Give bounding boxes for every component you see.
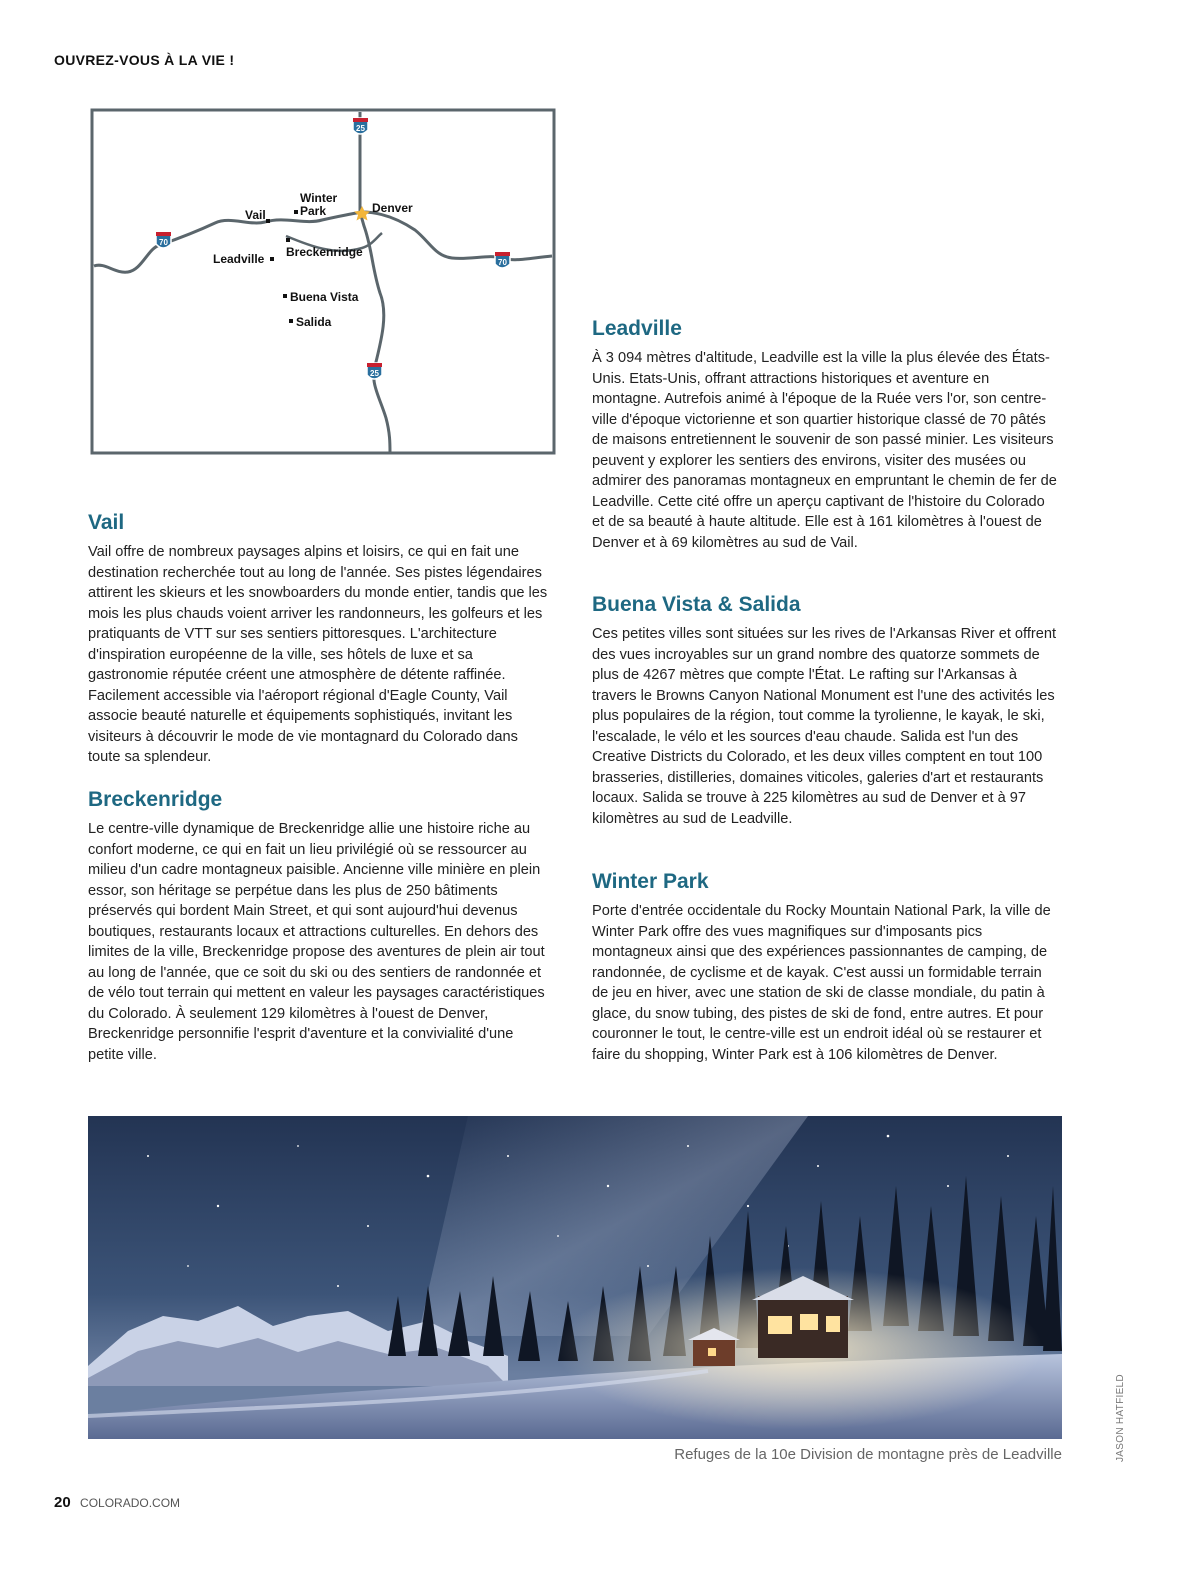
map-label-park: Park [300, 204, 327, 218]
section-body: Porte d'entrée occidentale du Rocky Mountain National Park, la ville de Winter Park offre des vues magnifiques sur d'imposants pics montagneux ainsi que des expériences passionnantes de camping, de randonnée, de cyclisme et de kayak. C'est aussi un formidable terrain de jeu en hiver, avec une station de ski de classe mondiale, du patin à glace, du snow tubing, des pistes de ski de fond, entre autres. Et pour couronner le tout, le centre-ville est un endroit idéal où se restaurer et faire du shopping, Winter Park est à 106 kilomètres de Denver. [592, 903, 1051, 1063]
svg-text:70: 70 [159, 238, 168, 247]
section-body: Ces petites villes sont situées sur les rives de l'Arkansas River et offrent des vues incroyables sur un grand nombre des quatorze sommets de plus de 4267 mètres que compte l'État. Le rafting sur l'Arkansas à travers le Browns Canyon National Monument est l'une des activités les plus populaires de la région, tout comme la tyrolienne, le kayak, le ski, l'escalade, le vélo et les sources d'eau chaude. Salida est l'un des Creative Districts du Colorado, et les deux villes comptent en tout 100 brasseries, distilleries, domaines viticoles, galeries d'art et restaurants locaux. Salida se trouve à 225 kilomètres au sud de Denver et à 97 kilomètres au sud de Leadville. [592, 626, 1057, 827]
section-winter-park [592, 869, 1057, 1065]
page-kicker: OUVREZ-VOUS À LA VIE ! [54, 52, 235, 68]
map-border [92, 110, 554, 453]
highway-shield-70-east [495, 252, 510, 268]
winter-park-marker [294, 210, 298, 214]
section-breckenridge [88, 787, 553, 1065]
section-vail [88, 510, 553, 768]
section-body: À 3 094 mètres d'altitude, Leadville est la ville la plus élevée des États-Unis. Etats-Unis, offrant attractions historiques et aventure en montagne. Autrefois animé à l'époque de la Ruée vers l'or, son centre-ville d'époque victorienne et son quartier historique classé de 70 pâtés de maisons entretiennent le souvenir de son passé minier. Les visiteurs peuvent y explorer les sentiers des environs, visiter des musées ou admirer des panoramas montagneux en empruntant le chemin de fer de Leadville. Cette cité offre un aperçu captivant de l'histoire du Colorado et de sa beauté à haute altitude. Elle est à 161 kilomètres à l'ouest de Denver et à 69 kilomètres au sud de Vail. [592, 350, 1057, 551]
section-title: Breckenridge [88, 788, 223, 811]
highway-shield-25-north [353, 118, 368, 134]
section-leadville [592, 316, 1057, 553]
section-title: Winter Park [592, 870, 709, 893]
map-label-buena-vista: Buena Vista [290, 290, 359, 304]
map-label-vail: Vail [245, 208, 266, 222]
page-footer [54, 1494, 180, 1511]
section-title: Leadville [592, 317, 682, 340]
map-label-breckenridge: Breckenridge [286, 245, 363, 259]
highway-shield-25-south [367, 363, 382, 379]
breckenridge-marker [286, 238, 290, 242]
svg-text:70: 70 [498, 258, 507, 267]
map-label-leadville: Leadville [213, 252, 265, 266]
colorado-map [90, 108, 556, 455]
section-body: Le centre-ville dynamique de Breckenridge allie une histoire riche au confort moderne, ce qui en fait un lieu privilégié où se ressourcer au milieu d'un cadre montagneux paisible. Ancienne ville minière en plein essor, son héritage se perpétue dans les plus de 250 bâtiments préservés qui bordent Main Street, et qui sont aujourd'hui devenus boutiques, restaurants locaux et attractions culturelles. En dehors des limites de la ville, Breckenridge propose des aventures de plein air tout au long de l'année, que ce soit du ski ou des sentiers de randonnée et de vélo tout terrain qui mettent en valeur les paysages caractéristiques du Colorado. À seulement 129 kilomètres à l'ouest de Denver, Breckenridge personnifie l'esprit d'aventure et la convivialité d'une petite ville. [88, 821, 545, 1063]
photo-credit: JASON HATFIELD [1115, 1374, 1126, 1462]
salida-marker [289, 319, 293, 323]
map-label-winter: Winter [300, 191, 338, 205]
section-title: Buena Vista & Salida [592, 593, 801, 616]
buena-vista-marker [283, 294, 287, 298]
vail-marker [266, 219, 270, 223]
highway-shield-70-west [156, 232, 171, 248]
section-body: Vail offre de nombreux paysages alpins et loisirs, ce qui en fait une destination recherchée tout au long de l'année. Ses pistes légendaires attirent les skieurs et les snowboarders du monde entier, tandis que les mois les plus chauds voient arriver les randonneurs, les golfeurs et les pratiquants de VTT sur ses sentiers pittoresques. L'architecture d'inspiration européenne de la ville, ses hôtels de luxe et sa gastronomie réputée créent une atmosphère de détente raffinée. Facilement accessible via l'aéroport régional d'Eagle County, Vail associe beauté naturelle et équipements sophistiqués, invitant les visiteurs à découvrir le mode de vie montagnard du Colorado dans toute sa splendeur. [88, 544, 548, 765]
map-label-salida: Salida [296, 315, 332, 329]
svg-text:25: 25 [356, 124, 365, 133]
svg-text:25: 25 [370, 369, 379, 378]
section-title: Vail [88, 511, 125, 534]
footer-site: COLORADO.COM [80, 1496, 181, 1510]
section-buena-vista-salida [592, 592, 1057, 829]
leadville-marker [270, 257, 274, 261]
page-number: 20 [54, 1494, 71, 1511]
night-cabin-photo [88, 1116, 1062, 1439]
photo-caption: Refuges de la 10e Division de montagne près de Leadville [674, 1446, 1062, 1463]
map-label-denver: Denver [372, 201, 413, 215]
